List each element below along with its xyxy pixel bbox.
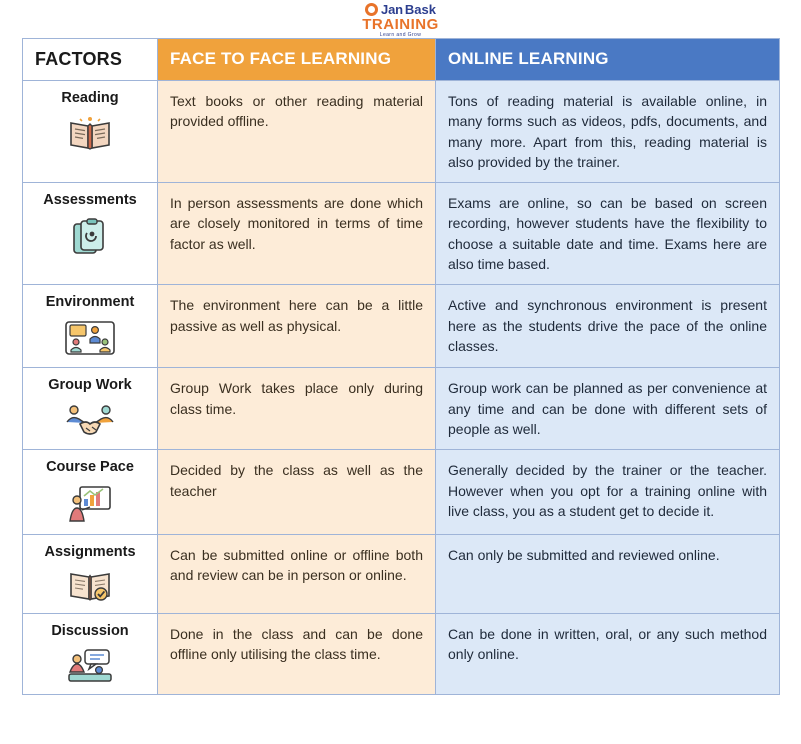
notebook-check-icon xyxy=(67,569,113,603)
factor-cell xyxy=(23,81,158,183)
online-cell: Can be done in written, oral, or any such method only online. xyxy=(436,614,780,695)
logo-tagline: Learn and Grow xyxy=(379,31,422,38)
face-to-face-cell: Text books or other reading material provided offline. xyxy=(158,81,436,183)
comparison-table-wrapper xyxy=(22,38,779,695)
discussion-speech-icon xyxy=(67,648,113,684)
online-cell: Can only be submitted and reviewed online. xyxy=(436,535,780,614)
factor-cell xyxy=(23,535,158,614)
online-cell: Active and synchronous environment is present here as the students drive the pace of the online classes. xyxy=(436,285,780,368)
face-to-face-cell: The environment here can be a little passive as well as physical. xyxy=(158,285,436,368)
online-cell: Generally decided by the trainer or the teacher. However when you opt for a training online with live class, you as a student get to decide it. xyxy=(436,450,780,535)
online-cell: Group work can be planned as per convenience at any time and can be done with different sets of people as well. xyxy=(436,368,780,450)
handshake-icon xyxy=(64,402,116,438)
table-row xyxy=(23,450,780,535)
online-cell: Exams are online, so can be based on screen recording, however students have the flexibility to choose a suitable date and time. Exams here are also time based. xyxy=(436,183,780,285)
factor-cell xyxy=(23,450,158,535)
factor-label: Assignments xyxy=(44,544,136,561)
logo-training-word: TRAINING xyxy=(362,15,439,33)
face-to-face-cell: Can be submitted online or offline both and review can be in person or online. xyxy=(158,535,436,614)
factor-label: Environment xyxy=(45,294,135,311)
table-row xyxy=(23,368,780,450)
header-face-to-face: FACE TO FACE LEARNING xyxy=(158,39,436,81)
face-to-face-cell: Decided by the class as well as the teacher xyxy=(158,450,436,535)
factor-cell xyxy=(23,285,158,368)
presentation-board-icon xyxy=(68,484,112,524)
table-row xyxy=(23,614,780,695)
face-to-face-cell: Done in the class and can be done offline only utilising the class time. xyxy=(158,614,436,695)
factor-label: Assessments xyxy=(43,192,137,209)
factor-label: Reading xyxy=(61,90,119,106)
factor-cell xyxy=(23,614,158,695)
factor-label: Course Pace xyxy=(46,459,134,476)
factor-cell xyxy=(23,183,158,285)
clipboard-stack-icon xyxy=(70,217,110,257)
table-header-row xyxy=(23,39,780,81)
factor-label: Discussion xyxy=(51,623,129,640)
face-to-face-cell: Group Work takes place only during class time. xyxy=(158,368,436,450)
logo-name-part1: Jan xyxy=(381,1,403,17)
factor-label: Group Work xyxy=(48,377,132,394)
table-row xyxy=(23,183,780,285)
table-row xyxy=(23,81,780,183)
comparison-table xyxy=(22,38,780,695)
face-to-face-cell: In person assessments are done which are closely monitored in terms of time factor as well. xyxy=(158,183,436,285)
dot-logo-icon xyxy=(365,3,378,16)
header-factors: FACTORS xyxy=(23,39,158,81)
classroom-people-icon xyxy=(64,319,116,357)
table-row xyxy=(23,285,780,368)
header-online: ONLINE LEARNING xyxy=(436,39,780,81)
online-cell: Tons of reading material is available online, in many forms such as videos, pdfs, documents, and many more. Apart from this, reading material is also provided by the trainer. xyxy=(436,81,780,183)
open-book-icon xyxy=(67,115,113,153)
logo-name-part2: Bask xyxy=(404,1,436,17)
brand-logo xyxy=(0,0,801,36)
factor-cell xyxy=(23,368,158,450)
table-row xyxy=(23,535,780,614)
